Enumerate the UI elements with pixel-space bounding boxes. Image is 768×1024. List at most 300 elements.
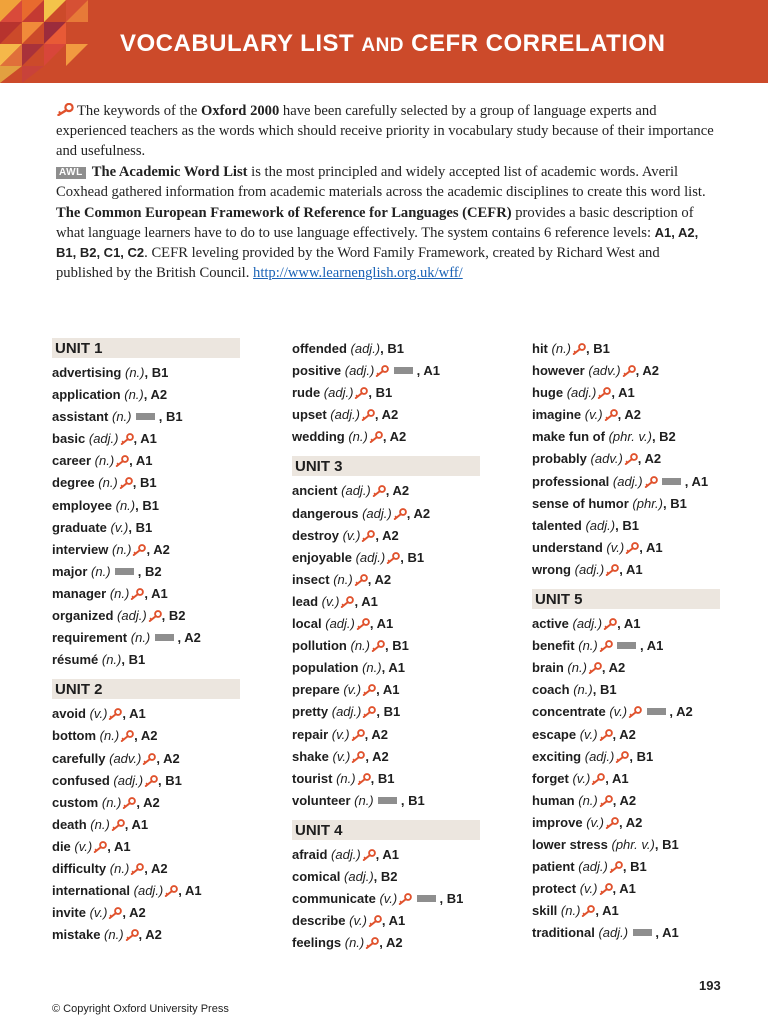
key-icon	[340, 596, 354, 608]
unit-heading: UNIT 1	[52, 338, 240, 358]
key-icon	[372, 485, 386, 497]
vocab-entry: die (v.) , A1	[52, 838, 131, 854]
part-of-speech: (adj.)	[344, 363, 375, 379]
vocab-entry: understand (v.) , A1	[532, 539, 663, 555]
vocab-word: prepare	[292, 682, 340, 698]
key-icon	[111, 819, 125, 831]
part-of-speech: (n.)	[115, 497, 136, 513]
cefr-level: B1	[630, 859, 647, 875]
vocab-entry: exciting (adj.) , B1	[532, 748, 654, 764]
cefr-level: A2	[184, 630, 201, 646]
part-of-speech: (n.)	[350, 638, 370, 654]
vocab-entry: rude (adj.) , B1	[292, 385, 393, 401]
part-of-speech: (v.)	[579, 726, 598, 742]
cefr-level: B1	[377, 770, 395, 786]
column-1	[52, 338, 240, 946]
page-header	[0, 0, 768, 83]
vocab-entry: assistant (n.) , B1	[52, 409, 183, 425]
cefr-level: A2	[151, 860, 168, 876]
key-icon	[605, 817, 619, 829]
cefr-level: B1	[599, 682, 617, 698]
part-of-speech: (n.)	[109, 585, 130, 601]
intro-paragraph-oxford: The keywords of the Oxford 2000 have been carefully selected by a group of language experts and experienced teachers as the words which should receive priority in vocabulary study because of their importance and usefulness.	[56, 103, 714, 159]
vocab-word: probably	[532, 451, 587, 467]
vocab-entry: dangerous (adj.) , A2	[292, 505, 431, 521]
key-icon	[122, 797, 136, 809]
vocab-entry: confused (adj.) , B1	[52, 772, 182, 788]
part-of-speech: (adv.)	[109, 750, 142, 766]
cefr-level: B1	[387, 341, 404, 356]
part-of-speech: (v.)	[586, 814, 605, 830]
column-2	[292, 338, 480, 954]
part-of-speech: (adj.)	[584, 748, 615, 764]
vocab-entry: protect (v.) , A1	[532, 881, 636, 897]
part-of-speech: (adj.)	[113, 772, 144, 788]
cefr-level: A1	[423, 363, 440, 379]
cefr-level: A2	[382, 527, 399, 543]
vocab-entry: application (n.), A2	[52, 387, 168, 403]
part-of-speech: (v.)	[332, 748, 351, 764]
triangle-pattern-decoration	[0, 0, 110, 83]
cefr-level: A1	[129, 706, 146, 722]
key-icon	[599, 640, 613, 652]
part-of-speech: (n.)	[124, 365, 145, 380]
vocab-entry: human (n.) , A2	[532, 792, 637, 808]
cefr-level: B1	[128, 652, 146, 668]
part-of-speech: (n.)	[90, 816, 110, 832]
vocab-entry: active (adj.) , A1	[532, 616, 641, 632]
vocab-word: international	[52, 883, 131, 899]
vocab-word: brain	[532, 660, 564, 676]
part-of-speech: (phr. v.)	[608, 429, 652, 445]
part-of-speech: (n.)	[98, 475, 118, 491]
copyright-notice: © Copyright Oxford University Press	[52, 1003, 229, 1015]
vocab-entry: difficulty (n.) , A2	[52, 860, 168, 876]
vocab-entry: avoid (v.) , A1	[52, 706, 146, 722]
vocab-entry: traditional (adj.) , A1	[532, 925, 679, 941]
vocab-word: confused	[52, 772, 110, 788]
unit-heading: UNIT 5	[532, 589, 720, 609]
vocab-word: understand	[532, 539, 603, 555]
cefr-level: A1	[135, 453, 153, 469]
key-icon	[361, 409, 375, 421]
cefr-level: B2	[380, 868, 398, 884]
cefr-level: B1	[140, 475, 157, 491]
vocab-entry: international (adj.) , A1	[52, 883, 202, 899]
cefr-level: A1	[645, 539, 663, 555]
vocab-word: lower stress	[532, 836, 608, 852]
vocab-entry: prepare (v.) , A1	[292, 682, 400, 698]
cefr-level: A1	[602, 903, 619, 919]
part-of-speech: (n.)	[101, 652, 122, 668]
key-icon	[572, 343, 586, 355]
key-icon	[130, 863, 144, 875]
key-icon	[615, 751, 629, 763]
vocab-entry: insect (n.) , A2	[292, 571, 392, 587]
part-of-speech: (n.)	[333, 571, 353, 587]
cefr-level: A2	[392, 483, 410, 499]
part-of-speech: (v.)	[89, 905, 108, 921]
part-of-speech: (n.)	[111, 541, 132, 557]
part-of-speech: (adj.)	[325, 616, 355, 632]
key-icon	[628, 706, 642, 718]
vocab-entry: career (n.) , A1	[52, 453, 153, 469]
awl-icon	[378, 797, 397, 804]
cefr-level: B1	[593, 341, 610, 356]
cefr-level: A2	[372, 748, 389, 764]
part-of-speech: (phr.)	[632, 495, 663, 511]
part-of-speech: (v.)	[606, 539, 625, 555]
vocab-word: application	[52, 387, 121, 403]
part-of-speech: (adj.)	[341, 483, 371, 499]
vocab-word: population	[292, 660, 359, 676]
vocab-entry: however (adv.) , A2	[532, 363, 660, 379]
vocab-entry: volunteer (n.) , B1	[292, 792, 425, 808]
part-of-speech: (phr. v.)	[611, 836, 655, 852]
vocab-word: benefit	[532, 638, 575, 654]
key-icon	[599, 883, 613, 895]
cefr-level: A2	[386, 935, 403, 951]
intro-text	[56, 101, 716, 284]
vocab-word: rude	[292, 385, 321, 401]
part-of-speech: (adj.)	[344, 868, 374, 884]
vocab-entry: population (n.), A1	[292, 660, 405, 676]
vocab-word: wrong	[532, 561, 571, 577]
part-of-speech: (n.)	[91, 563, 111, 579]
vocab-entry: repair (v.) , A2	[292, 726, 388, 742]
vocab-entry: comical (adj.), B2	[292, 868, 398, 884]
cefr-level: A2	[374, 571, 392, 587]
key-icon	[386, 552, 400, 564]
vocab-entry: lower stress (phr. v.), B1	[532, 836, 679, 852]
cefr-level: A1	[619, 881, 636, 897]
part-of-speech: (v.)	[349, 913, 367, 929]
part-of-speech: (v.)	[379, 891, 398, 907]
intro-paragraph-cefr: The Common European Framework of Reference for Languages (CEFR) provides a basic description of what language learners have to do to use language effectively. The system contains 6 reference levels: A1, A2, B1, B2, C1, C2. CEFR leveling provided by the Word Family Framework, created by Richard West and published by the British Council. http://www.learnenglish.org.uk/wff/	[56, 205, 699, 281]
part-of-speech: (n.)	[573, 682, 593, 698]
vocab-entry: bottom (n.) , A2	[52, 728, 158, 744]
part-of-speech: (n.)	[94, 453, 115, 469]
key-icon	[356, 618, 370, 630]
cefr-level: B2	[659, 429, 676, 445]
vocab-entry: shake (v.) , A2	[292, 748, 389, 764]
vocab-word: patient	[532, 859, 575, 875]
cefr-level: B1	[636, 748, 654, 764]
key-icon	[362, 706, 376, 718]
key-icon	[624, 453, 638, 465]
vocab-word: custom	[52, 794, 99, 810]
vocab-word: invite	[52, 905, 86, 921]
cefr-level: A1	[376, 616, 394, 632]
cefr-level: B1	[408, 792, 425, 808]
cefr-level: A1	[151, 585, 168, 601]
cefr-level: A2	[644, 451, 662, 467]
vocab-entry: sense of humor (phr.), B1	[532, 495, 687, 511]
vocab-word: however	[532, 363, 585, 379]
part-of-speech: (adj.)	[598, 925, 629, 941]
part-of-speech: (v.)	[110, 519, 129, 535]
vocab-entry: manager (n.) , A1	[52, 585, 168, 601]
unit-heading: UNIT 3	[292, 456, 480, 476]
part-of-speech: (adj.)	[323, 385, 354, 401]
vocab-entry: skill (n.) , A1	[532, 903, 619, 919]
cefr-level: B2	[145, 563, 162, 579]
key-icon	[130, 588, 144, 600]
cefr-level: A1	[382, 682, 400, 698]
vocab-word: insect	[292, 571, 330, 587]
part-of-speech: (adj.)	[574, 561, 605, 577]
vocab-entry: upset (adj.) , A2	[292, 407, 399, 423]
key-icon	[398, 893, 412, 905]
part-of-speech: (n.)	[362, 660, 382, 676]
vocab-word: active	[532, 616, 569, 632]
vocab-word: talented	[532, 517, 582, 533]
vocab-word: positive	[292, 363, 342, 379]
key-icon	[368, 915, 382, 927]
part-of-speech: (n.)	[344, 935, 365, 951]
vocab-word: concentrate	[532, 704, 606, 720]
vocab-entry: pretty (adj.) , B1	[292, 704, 401, 720]
cefr-level: B1	[142, 497, 159, 513]
part-of-speech: (n.)	[130, 630, 151, 646]
cefr-level: A1	[140, 431, 157, 447]
vocab-entry: talented (adj.), B1	[532, 517, 639, 533]
part-of-speech: (v.)	[584, 407, 603, 423]
vocab-entry: professional (adj.) , A1	[532, 473, 709, 489]
awl-icon	[394, 367, 413, 374]
vocab-entry: forget (v.) , A1	[532, 770, 629, 786]
part-of-speech: (n.)	[336, 770, 356, 786]
cefr-level: A1	[113, 838, 131, 854]
part-of-speech: (adj.)	[578, 859, 608, 875]
key-icon	[371, 640, 385, 652]
cefr-level: A1	[131, 816, 149, 832]
awl-badge: AWL	[56, 167, 86, 179]
cefr-level: A2	[140, 728, 158, 744]
part-of-speech: (adj.)	[612, 473, 643, 489]
vocab-entry: brain (n.) , A2	[532, 660, 626, 676]
intro-paragraph-awl: AWL The Academic Word List is the most principled and widely accepted list of academic words. Averil Coxhead gathered information from academic materials across the academic disciplines to create this word list.	[56, 164, 706, 200]
part-of-speech: (adj.)	[331, 846, 361, 862]
vocab-word: pretty	[292, 704, 329, 720]
cefr-level: A2	[143, 794, 160, 810]
vocab-entry: describe (v.) , A1	[292, 913, 406, 929]
vocab-entry: enjoyable (adj.) , B1	[292, 549, 425, 565]
vocab-entry: graduate (v.), B1	[52, 519, 153, 535]
awl-icon	[155, 634, 174, 641]
vocab-entry: organized (adj.) , B2	[52, 608, 186, 624]
key-icon	[362, 684, 376, 696]
vocab-entry: escape (v.) , A2	[532, 726, 636, 742]
vocab-entry: pollution (n.) , B1	[292, 638, 409, 654]
cefr-level: A2	[389, 429, 407, 445]
part-of-speech: (n.)	[354, 792, 374, 808]
awl-icon	[115, 568, 134, 575]
cefr-level: A1	[388, 913, 406, 929]
part-of-speech: (n.)	[109, 860, 130, 876]
key-icon	[354, 387, 368, 399]
key-icon	[164, 885, 178, 897]
cefr-level: B1	[662, 836, 679, 852]
vocab-entry: résumé (n.), B1	[52, 652, 146, 668]
key-icon	[599, 729, 613, 741]
vocab-word: wedding	[292, 429, 345, 445]
vocab-word: organized	[52, 608, 114, 624]
part-of-speech: (adj.)	[88, 431, 119, 447]
key-icon	[361, 530, 375, 542]
part-of-speech: (n.)	[348, 429, 368, 445]
vocab-entry: advertising (n.), B1	[52, 365, 169, 380]
vocab-entry: degree (n.) , B1	[52, 475, 157, 491]
vocab-entry: patient (adj.) , B1	[532, 859, 647, 875]
cefr-level: B1	[383, 704, 401, 720]
part-of-speech: (v.)	[579, 881, 598, 897]
vocab-word: tourist	[292, 770, 333, 786]
cefr-level: A2	[129, 905, 146, 921]
vocab-word: graduate	[52, 519, 107, 535]
vocab-entry: ancient (adj.) , A2	[292, 483, 410, 499]
cefr-level: A1	[646, 638, 664, 654]
vocab-entry: local (adj.) , A1	[292, 616, 394, 632]
vocab-word: requirement	[52, 630, 128, 646]
vocab-entry: offended (adj.), B1	[292, 341, 404, 356]
vocab-entry: make fun of (phr. v.), B2	[532, 429, 676, 445]
key-icon	[125, 929, 139, 941]
part-of-speech: (n.)	[99, 728, 120, 744]
part-of-speech: (v.)	[89, 706, 108, 722]
key-icon	[119, 477, 133, 489]
vocab-word: feelings	[292, 935, 342, 951]
vocab-word: volunteer	[292, 792, 351, 808]
vocab-word: traditional	[532, 925, 595, 941]
vocab-word: basic	[52, 431, 86, 447]
cefr-level: B1	[407, 549, 425, 565]
vocab-word: coach	[532, 682, 570, 698]
vocab-word: pollution	[292, 638, 347, 654]
vocab-word: difficulty	[52, 860, 107, 876]
key-icon	[93, 841, 107, 853]
vocab-word: communicate	[292, 891, 376, 907]
vocab-word: forget	[532, 770, 569, 786]
key-icon	[622, 365, 636, 377]
cefr-level: B1	[446, 891, 464, 907]
vocab-word: imagine	[532, 407, 582, 423]
part-of-speech: (v.)	[609, 704, 628, 720]
key-icon	[393, 508, 407, 520]
vocab-entry: wedding (n.) , A2	[292, 429, 407, 445]
part-of-speech: (n.)	[551, 341, 572, 356]
key-icon	[581, 905, 595, 917]
vocab-entry: concentrate (v.) , A2	[532, 704, 693, 720]
cefr-level: B1	[622, 517, 639, 533]
wff-link[interactable]: http://www.learnenglish.org.uk/wff/	[253, 265, 463, 281]
vocab-entry: tourist (n.) , B1	[292, 770, 395, 786]
vocab-entry: interview (n.) , A2	[52, 541, 170, 557]
part-of-speech: (adv.)	[590, 451, 623, 467]
vocab-word: local	[292, 616, 322, 632]
vocab-word: résumé	[52, 652, 99, 668]
cefr-level: A2	[413, 505, 431, 521]
cefr-level: A2	[676, 704, 693, 720]
vocab-word: make fun of	[532, 429, 605, 445]
vocab-word: offended	[292, 341, 347, 356]
cefr-level: A2	[145, 927, 162, 943]
vocab-word: skill	[532, 903, 558, 919]
vocab-word: lead	[292, 593, 319, 609]
awl-icon	[136, 413, 155, 420]
unit-heading: UNIT 2	[52, 679, 240, 699]
cefr-level: A1	[662, 925, 679, 941]
vocab-word: degree	[52, 475, 95, 491]
cefr-level: A1	[612, 770, 629, 786]
cefr-level: B1	[135, 519, 153, 535]
key-icon	[605, 564, 619, 576]
key-icon	[604, 409, 618, 421]
key-icon	[144, 775, 158, 787]
vocab-word: mistake	[52, 927, 101, 943]
awl-icon	[633, 929, 652, 936]
key-icon	[644, 476, 658, 488]
awl-icon	[647, 708, 666, 715]
unit-heading: UNIT 4	[292, 820, 480, 840]
vocab-word: huge	[532, 385, 564, 401]
vocab-entry: communicate (v.) , B1	[292, 891, 464, 907]
cefr-level: A2	[624, 407, 641, 423]
vocab-word: destroy	[292, 527, 339, 543]
vocab-entry: destroy (v.) , A2	[292, 527, 399, 543]
key-icon	[375, 365, 389, 377]
key-icon	[351, 751, 365, 763]
vocab-word: afraid	[292, 846, 328, 862]
vocab-word: die	[52, 838, 71, 854]
part-of-speech: (adj.)	[117, 608, 147, 624]
vocab-word: hit	[532, 341, 548, 356]
cefr-level: B1	[670, 495, 687, 511]
vocab-word: comical	[292, 868, 341, 884]
vocab-word: avoid	[52, 706, 86, 722]
part-of-speech: (n.)	[578, 792, 598, 808]
vocab-entry: coach (n.), B1	[532, 682, 617, 698]
awl-icon	[417, 895, 436, 902]
vocab-entry: benefit (n.) , A1	[532, 638, 664, 654]
cefr-level: A1	[691, 473, 709, 489]
part-of-speech: (v.)	[74, 838, 93, 854]
vocab-word: advertising	[52, 365, 122, 380]
key-icon	[365, 937, 379, 949]
part-of-speech: (adj.)	[566, 385, 597, 401]
key-icon	[603, 618, 617, 630]
cefr-level: A1	[626, 561, 643, 577]
vocab-entry: imagine (v.) , A2	[532, 407, 641, 423]
key-icon	[609, 861, 623, 873]
key-icon	[354, 574, 368, 586]
vocab-entry: feelings (n.) , A2	[292, 935, 403, 951]
vocab-entry: invite (v.) , A2	[52, 905, 146, 921]
part-of-speech: (v.)	[342, 527, 361, 543]
awl-icon	[617, 642, 636, 649]
vocab-entry: employee (n.), B1	[52, 497, 159, 513]
part-of-speech: (n.)	[104, 927, 124, 943]
key-icon	[588, 662, 602, 674]
vocab-word: upset	[292, 407, 327, 423]
cefr-level: A2	[619, 792, 637, 808]
part-of-speech: (adj.)	[362, 505, 392, 521]
vocab-entry: major (n.) , B2	[52, 563, 162, 579]
vocab-entry: wrong (adj.) , A1	[532, 561, 643, 577]
vocab-word: enjoyable	[292, 549, 352, 565]
key-icon	[132, 544, 146, 556]
vocab-entry: carefully (adv.) , A2	[52, 750, 180, 766]
